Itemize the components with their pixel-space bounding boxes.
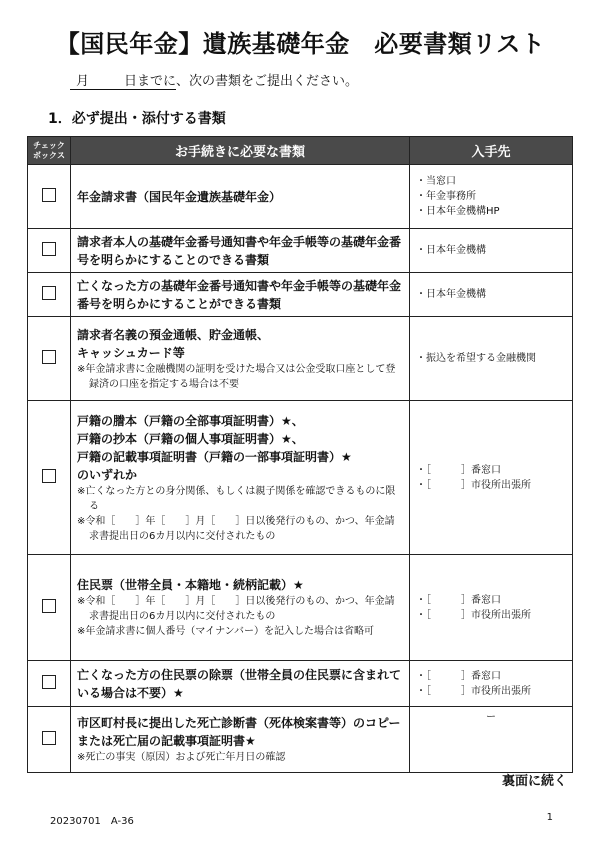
- document-name: 市区町村長に提出した死亡診断書（死体検案書等）のコピーまたは死亡届の記載事項証明書★: [77, 716, 401, 748]
- row-checkbox[interactable]: [42, 188, 56, 202]
- document-note: ※令和［ ］年［ ］月［ ］日以後発行のもの、かつ、年金請求書提出日の6カ月以内に交付されたもの: [77, 515, 395, 542]
- table-row: [28, 555, 573, 661]
- header-destination: 入手先: [410, 137, 573, 165]
- document-name: 亡くなった方の基礎年金番号通知書や年金手帳等の基礎年金番号を明らかにすることができる書類: [77, 278, 402, 311]
- row-checkbox[interactable]: [42, 731, 56, 745]
- checkbox-cell: [28, 229, 71, 273]
- destination-cell: [410, 401, 573, 555]
- destination-cell: [410, 273, 573, 317]
- row-checkbox[interactable]: [42, 350, 56, 364]
- destination-item: ・当窓口: [416, 176, 456, 187]
- destination-item: ・日本年金機構: [416, 245, 486, 256]
- destination-cell: [410, 229, 573, 273]
- checkbox-cell: [28, 707, 71, 773]
- document-note: ※年金請求書に個人番号（マイナンバー）を記入した場合は省略可: [77, 626, 374, 637]
- row-checkbox[interactable]: [42, 675, 56, 689]
- document-note: ※年金請求書に金融機関の証明を受けた場合又は公金受取口座として登録済の口座を指定する場合は不要: [77, 363, 396, 390]
- destination-item: ・［ ］市役所出張所: [416, 479, 531, 491]
- destination-cell: [410, 317, 573, 401]
- destination-cell: [410, 165, 573, 229]
- deadline-line: [70, 70, 358, 90]
- row-checkbox[interactable]: [42, 599, 56, 613]
- document-name: 請求者本人の基礎年金番号通知書や年金手帳等の基礎年金番号を明らかにすることのできる書類: [77, 234, 402, 267]
- document-cell: [71, 273, 410, 317]
- table-row: [28, 229, 573, 273]
- checkbox-cell: [28, 317, 71, 401]
- row-checkbox[interactable]: [42, 242, 56, 256]
- destination-item: ・［ ］番窓口: [416, 670, 501, 682]
- destination-cell: [410, 555, 573, 661]
- checkbox-cell: [28, 165, 71, 229]
- document-name: 請求者名義の預金通帳、貯金通帳、 キャッシュカード等: [77, 327, 270, 360]
- checkbox-cell: [28, 401, 71, 555]
- table-row: [28, 707, 573, 773]
- checkbox-cell: [28, 661, 71, 707]
- document-name: 亡くなった方の住民票の除票（世帯全員の住民票に含まれている場合は不要）★: [77, 667, 402, 700]
- header-check: チェック ボックス: [28, 137, 71, 165]
- page-number: 1: [546, 812, 553, 823]
- table-row: [28, 401, 573, 555]
- section-title: 1．必ず提出・添付する書類: [48, 111, 226, 127]
- checkbox-cell: [28, 555, 71, 661]
- document-cell: [71, 229, 410, 273]
- document-note: ※令和［ ］年［ ］月［ ］日以後発行のもの、かつ、年金請求書提出日の6カ月以内に交付されたもの: [77, 596, 395, 622]
- document-cell: [71, 317, 410, 401]
- table-row: [28, 661, 573, 707]
- document-cell: [71, 661, 410, 707]
- destination-item: ・日本年金機構HP: [416, 206, 500, 217]
- document-cell: [71, 707, 410, 773]
- table-row: [28, 317, 573, 401]
- destination-cell: [410, 707, 573, 773]
- destination-item: ー: [486, 712, 496, 723]
- row-checkbox[interactable]: [42, 286, 56, 300]
- header-document: お手続きに必要な書類: [71, 137, 410, 165]
- destination-item: ・［ ］市役所出張所: [416, 685, 531, 697]
- destination-cell: [410, 661, 573, 707]
- destination-item: ・［ ］番窓口: [416, 594, 501, 606]
- table-header-row: [28, 137, 573, 165]
- document-note: ※死亡の事実（原因）および死亡年月日の確認: [77, 752, 286, 763]
- destination-item: ・年金事務所: [416, 191, 476, 202]
- destination-item: ・［ ］市役所出張所: [416, 609, 531, 621]
- checkbox-cell: [28, 273, 71, 317]
- document-name: 戸籍の謄本（戸籍の全部事項証明書）★、 戸籍の抄本（戸籍の個人事項証明書）★、 戸籍の記載事項証明書（戸籍の一部事項証明書）★ のいずれか: [77, 413, 352, 482]
- documents-table: [27, 136, 573, 773]
- destination-item: ・日本年金機構: [416, 289, 486, 300]
- month-blank: 月: [70, 70, 124, 90]
- document-cell: [71, 401, 410, 555]
- destination-item: ・振込を希望する金融機関: [416, 353, 536, 364]
- document-cell: [71, 165, 410, 229]
- document-name: 年金請求書（国民年金遺族基礎年金）: [77, 189, 282, 204]
- day-blank: 日までに: [124, 70, 176, 90]
- destination-item: ・［ ］番窓口: [416, 464, 501, 476]
- deadline-text: 、次の書類をご提出ください。: [176, 74, 359, 89]
- document-name: 住民票（世帯全員・本籍地・続柄記載）★: [77, 578, 304, 592]
- continued-overleaf: 裏面に続く: [501, 774, 567, 789]
- table-row: [28, 165, 573, 229]
- document-cell: [71, 555, 410, 661]
- table-row: [28, 273, 573, 317]
- page-title: 【国民年金】遺族基礎年金 必要書類リスト: [55, 30, 546, 58]
- document-code: 20230701 A-36: [50, 816, 134, 827]
- row-checkbox[interactable]: [42, 469, 56, 483]
- document-note: ※亡くなった方との身分関係、もしくは親子関係を確認できるものに限る: [77, 485, 396, 512]
